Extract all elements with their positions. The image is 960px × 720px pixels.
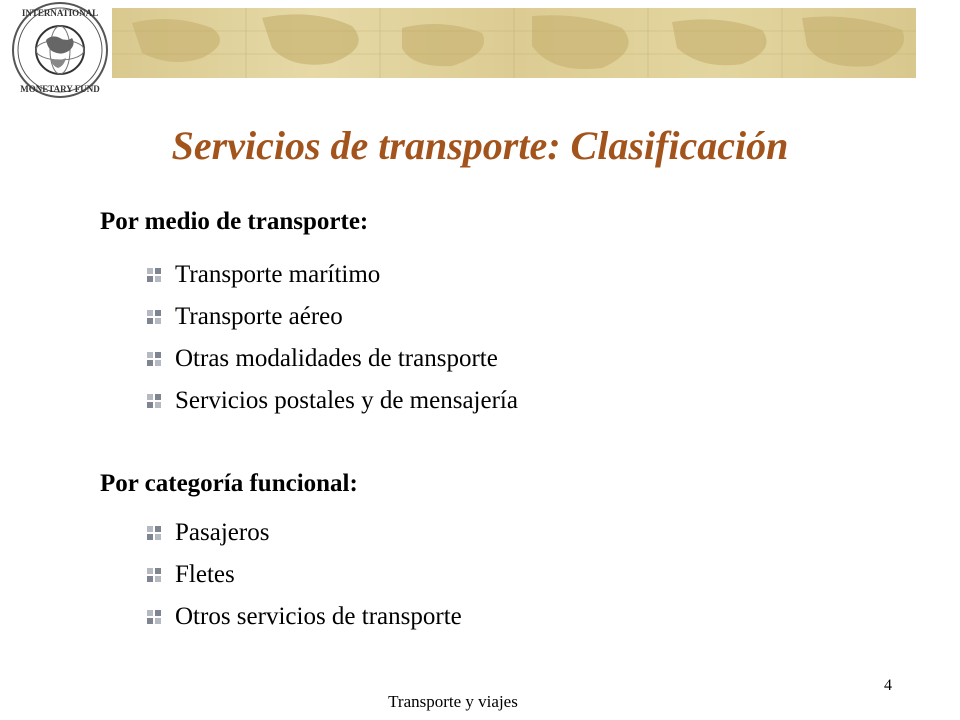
list-item-label: Servicios postales y de mensajería: [175, 387, 518, 414]
bullet-list-categoria: [147, 512, 462, 638]
list-item-label: Transporte marítimo: [175, 261, 381, 288]
imf-seal-icon: [2, 0, 130, 100]
square-bullet-icon: [147, 310, 161, 324]
list-item: [147, 338, 518, 380]
list-item: [147, 380, 518, 422]
svg-text:MONETARY FUND: MONETARY FUND: [20, 84, 100, 94]
section-heading-medio: Por medio de transporte:: [100, 208, 369, 235]
world-map-banner: [112, 8, 916, 78]
svg-text:INTERNATIONAL: INTERNATIONAL: [21, 8, 99, 18]
list-item-label: Otras modalidades de transporte: [175, 345, 498, 372]
slide-title: Servicios de transporte: Clasificación: [171, 123, 789, 168]
list-item: [147, 596, 462, 638]
square-bullet-icon: [147, 352, 161, 366]
list-item-label: Pasajeros: [175, 519, 270, 546]
square-bullet-icon: [147, 394, 161, 408]
list-item-label: Transporte aéreo: [175, 303, 343, 330]
list-item-label: Otros servicios de transporte: [175, 603, 462, 630]
page-number: 4: [884, 677, 892, 694]
square-bullet-icon: [147, 568, 161, 582]
list-item: [147, 296, 518, 338]
list-item: [147, 512, 462, 554]
slide-footer: Transporte y viajes: [388, 692, 518, 711]
list-item: [147, 254, 518, 296]
bullet-list-medio: [147, 254, 518, 422]
list-item: [147, 554, 462, 596]
square-bullet-icon: [147, 268, 161, 282]
square-bullet-icon: [147, 526, 161, 540]
square-bullet-icon: [147, 610, 161, 624]
section-heading-categoria: Por categoría funcional:: [100, 470, 358, 497]
list-item-label: Fletes: [175, 561, 235, 588]
